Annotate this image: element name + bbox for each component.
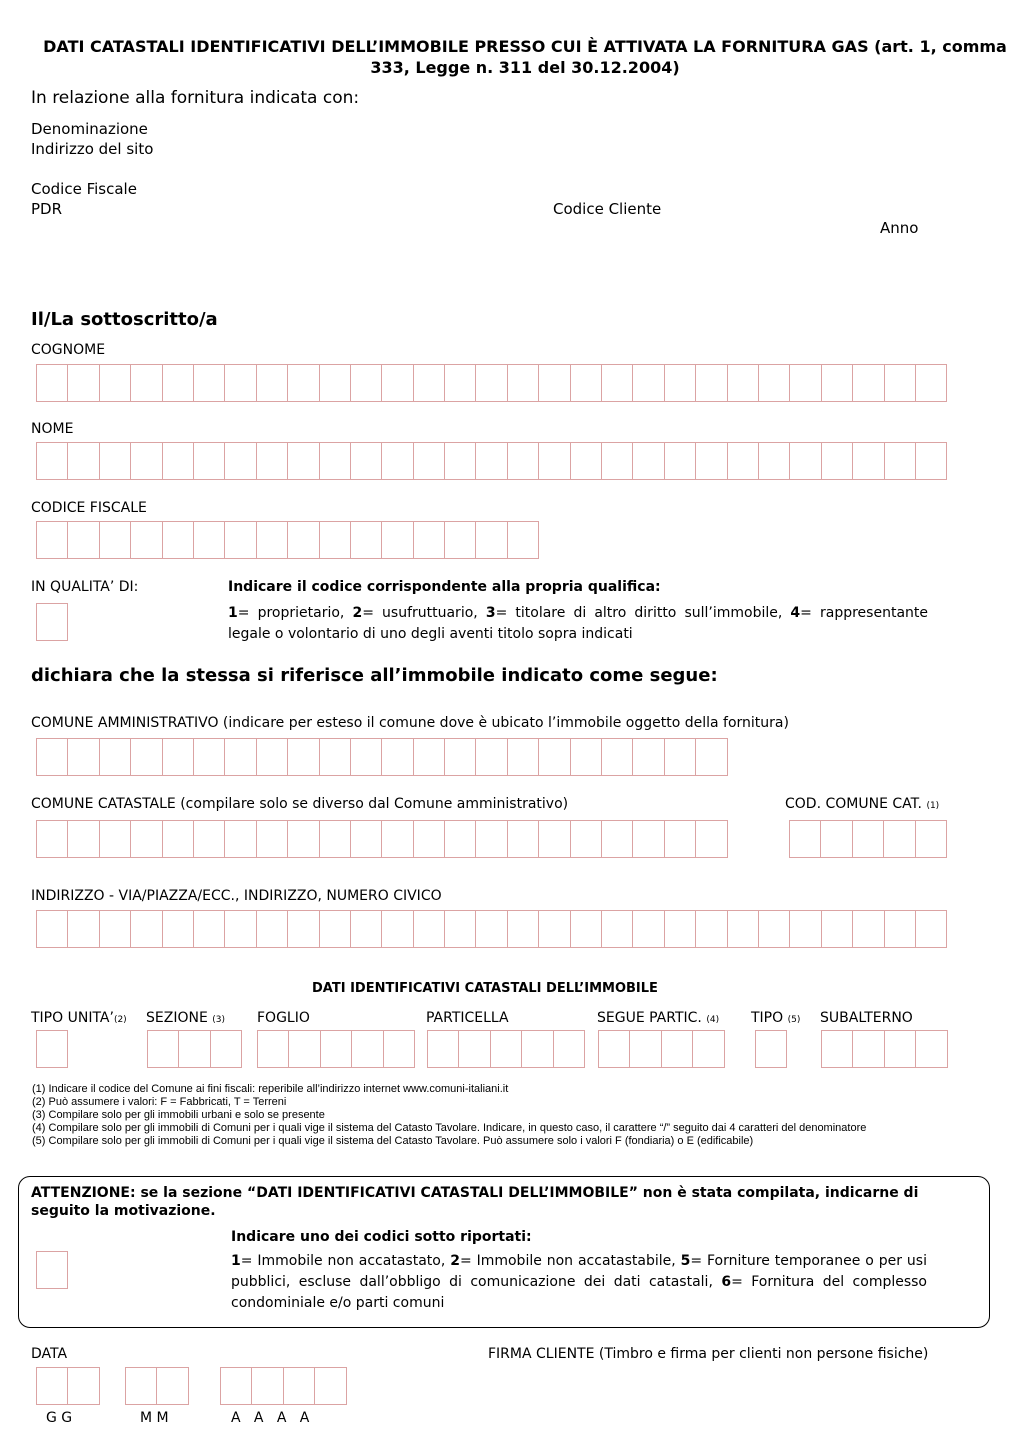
month-input[interactable]	[125, 1367, 189, 1404]
char-box[interactable]	[664, 364, 696, 402]
char-box[interactable]	[130, 820, 162, 858]
char-box[interactable]	[507, 820, 539, 858]
char-box[interactable]	[383, 1030, 415, 1068]
char-box[interactable]	[852, 910, 884, 948]
label-denominazione: Denominazione	[31, 120, 148, 138]
char-box[interactable]	[538, 738, 570, 776]
char-box[interactable]	[490, 1030, 522, 1068]
char-box[interactable]	[36, 738, 68, 776]
attention-heading: ATTENZIONE: se la sezione “DATI IDENTIFICATIVI CATASTALI DELL’IMMOBILE” non è stata compilata, indicarne di seguito la motivazione.	[31, 1185, 919, 1219]
char-box[interactable]	[413, 521, 445, 559]
code: 1	[228, 605, 238, 621]
char-box[interactable]	[67, 910, 99, 948]
char-box[interactable]	[350, 820, 382, 858]
char-box[interactable]	[283, 1367, 315, 1405]
code-text: = titolare di altro diritto sull’immobile,	[495, 605, 791, 621]
char-box[interactable]	[381, 364, 413, 402]
char-box[interactable]	[695, 364, 727, 402]
cadastral-heading: DATI IDENTIFICATIVI CATASTALI DELL’IMMOBILE	[312, 981, 658, 996]
char-box[interactable]	[538, 442, 570, 480]
char-box[interactable]	[632, 820, 664, 858]
char-box[interactable]	[883, 820, 915, 858]
char-box[interactable]	[664, 820, 696, 858]
char-box[interactable]	[256, 364, 288, 402]
char-box[interactable]	[319, 364, 351, 402]
segue-partic-input[interactable]	[598, 1030, 725, 1067]
char-box[interactable]	[224, 521, 256, 559]
footnotes	[32, 1083, 866, 1148]
char-box[interactable]	[224, 364, 256, 402]
char-box[interactable]	[915, 820, 947, 858]
char-box[interactable]	[147, 1030, 179, 1068]
char-box[interactable]	[570, 910, 602, 948]
char-box[interactable]	[256, 820, 288, 858]
codice-fiscale-input[interactable]	[36, 521, 539, 558]
code: 3	[485, 605, 496, 621]
label-data: DATA	[31, 1346, 68, 1362]
char-box[interactable]	[538, 820, 570, 858]
char-box[interactable]	[789, 910, 821, 948]
label-cognome: COGNOME	[31, 342, 106, 358]
declare-heading: dichiara che la stessa si riferisce all’immobile indicato come segue:	[31, 665, 718, 686]
char-box[interactable]	[821, 1030, 853, 1068]
month-hint: M M	[140, 1410, 169, 1426]
char-box[interactable]	[99, 442, 131, 480]
note-ref: (3)	[212, 1015, 225, 1025]
char-box[interactable]	[288, 1030, 320, 1068]
char-box[interactable]	[220, 1367, 252, 1405]
label-sezione	[146, 1010, 225, 1026]
char-box[interactable]	[789, 820, 821, 858]
char-box[interactable]	[162, 521, 194, 559]
char-box[interactable]	[67, 521, 99, 559]
char-box[interactable]	[36, 910, 68, 948]
char-box[interactable]	[256, 738, 288, 776]
label-nome: NOME	[31, 421, 74, 437]
char-box[interactable]	[789, 442, 821, 480]
char-box[interactable]	[632, 738, 664, 776]
char-box[interactable]	[538, 910, 570, 948]
char-box[interactable]	[130, 910, 162, 948]
day-hint: G G	[46, 1410, 73, 1426]
code: 2	[352, 605, 363, 621]
char-box[interactable]	[351, 1030, 383, 1068]
char-box[interactable]	[251, 1367, 283, 1405]
char-box[interactable]	[156, 1367, 188, 1405]
char-box[interactable]	[475, 910, 507, 948]
foglio-input[interactable]	[257, 1030, 415, 1067]
char-box[interactable]	[99, 364, 131, 402]
note-ref: (1)	[926, 801, 940, 811]
code: 6	[721, 1274, 732, 1290]
char-box[interactable]	[727, 364, 759, 402]
char-box[interactable]	[36, 1251, 68, 1289]
code: 1	[231, 1253, 241, 1269]
char-box[interactable]	[287, 521, 319, 559]
char-box[interactable]	[67, 820, 99, 858]
sezione-input[interactable]	[147, 1030, 242, 1067]
label-segue	[597, 1010, 719, 1026]
char-box[interactable]	[36, 1367, 68, 1405]
char-box[interactable]	[314, 1367, 346, 1405]
signer-heading: Il/La sottoscritto/a	[31, 309, 218, 330]
note-ref: (5)	[787, 1015, 801, 1025]
footnote: (4) Compilare solo per gli immobili di Comuni per i quali vige il sistema del Catasto Tavolare. Indicare, in questo caso, il carattere “/” seguito dai 4 caratteri del denominatore	[32, 1122, 867, 1134]
code-text: = usufruttuario,	[362, 605, 486, 621]
char-box[interactable]	[852, 1030, 884, 1068]
char-box[interactable]	[193, 820, 225, 858]
label-indirizzo-sito: Indirizzo del sito	[31, 140, 154, 158]
char-box[interactable]	[67, 364, 99, 402]
intro-text: In relazione alla fornitura indicata con:	[31, 88, 360, 108]
label-tipo	[751, 1010, 800, 1026]
footnote: (3) Compilare solo per gli immobili urbani e solo se presente	[32, 1109, 325, 1121]
char-box[interactable]	[570, 364, 602, 402]
char-box[interactable]	[287, 364, 319, 402]
char-box[interactable]	[507, 910, 539, 948]
note-ref: (2)	[113, 1015, 127, 1025]
char-box[interactable]	[350, 910, 382, 948]
char-box[interactable]	[821, 442, 853, 480]
codes-heading: Indicare uno dei codici sotto riportati:	[231, 1229, 532, 1245]
qualita-input[interactable]	[36, 603, 68, 640]
char-box[interactable]	[695, 442, 727, 480]
char-box[interactable]	[350, 738, 382, 776]
char-box[interactable]	[444, 521, 476, 559]
char-box[interactable]	[629, 1030, 661, 1068]
code-text: = rappresentante legale o volontario di uno degli aventi titolo sopra indicati	[228, 605, 928, 642]
char-box[interactable]	[130, 521, 162, 559]
char-box[interactable]	[601, 820, 633, 858]
label-foglio: FOGLIO	[257, 1010, 310, 1026]
label-comune-amministrativo: COMUNE AMMINISTRATIVO (indicare per esteso il comune dove è ubicato l’immobile oggetto della fornitura)	[31, 715, 789, 731]
char-box[interactable]	[36, 364, 68, 402]
char-box[interactable]	[256, 521, 288, 559]
char-box[interactable]	[507, 442, 539, 480]
motivazione-codes	[231, 1251, 927, 1314]
char-box[interactable]	[852, 820, 884, 858]
code-text: = Fornitura del complesso condominiale e/o parti comuni	[231, 1274, 927, 1311]
char-box[interactable]	[507, 738, 539, 776]
char-box[interactable]	[758, 442, 790, 480]
label-subalterno: SUBALTERNO	[820, 1010, 913, 1026]
qualifica-options	[228, 603, 928, 645]
day-input[interactable]	[36, 1367, 100, 1404]
char-box[interactable]	[99, 738, 131, 776]
label-particella: PARTICELLA	[426, 1010, 509, 1026]
comune-catastale-input[interactable]	[36, 820, 728, 857]
char-box[interactable]	[350, 442, 382, 480]
char-box[interactable]	[36, 442, 68, 480]
char-box[interactable]	[178, 1030, 210, 1068]
code-text: = Forniture temporanee o per usi pubblici, escluse dall’obbligo di comunicazione dei dati catastali,	[231, 1253, 927, 1290]
char-box[interactable]	[570, 442, 602, 480]
char-box[interactable]	[664, 738, 696, 776]
char-box[interactable]	[475, 364, 507, 402]
char-box[interactable]	[444, 738, 476, 776]
char-box[interactable]	[758, 910, 790, 948]
label-text: TIPO UNITA’	[31, 1010, 114, 1026]
char-box[interactable]	[193, 910, 225, 948]
char-box[interactable]	[507, 364, 539, 402]
char-box[interactable]	[521, 1030, 553, 1068]
char-box[interactable]	[695, 910, 727, 948]
char-box[interactable]	[758, 364, 790, 402]
cod-comune-text: COD. COMUNE CAT.	[785, 796, 922, 812]
char-box[interactable]	[570, 820, 602, 858]
char-box[interactable]	[193, 738, 225, 776]
label-text: SEZIONE	[146, 1010, 208, 1026]
footnote: (1) Indicare il codice del Comune ai fini fiscali: reperibile all’indirizzo internet www.comuni-italiani.it	[32, 1083, 509, 1095]
label-codice-fiscale: Codice Fiscale	[31, 180, 137, 198]
char-box[interactable]	[413, 442, 445, 480]
code: 2	[450, 1253, 460, 1269]
char-box[interactable]	[632, 910, 664, 948]
char-box[interactable]	[884, 364, 916, 402]
label-text: SEGUE PARTIC.	[597, 1010, 702, 1026]
char-box[interactable]	[287, 442, 319, 480]
char-box[interactable]	[319, 442, 351, 480]
char-box[interactable]	[915, 442, 947, 480]
char-box[interactable]	[884, 910, 916, 948]
char-box[interactable]	[507, 521, 539, 559]
form-title: DATI CATASTALI IDENTIFICATIVI DELL’IMMOBILE PRESSO CUI È ATTIVATA LA FORNITURA GAS (art. 1, comma 333, Legge n. 311 del 30.12.2004)	[43, 37, 1007, 77]
code-text: = Immobile non accatastabile,	[459, 1253, 681, 1269]
char-box[interactable]	[257, 1030, 289, 1068]
label-codice-fiscale-signer: CODICE FISCALE	[31, 500, 147, 516]
char-box[interactable]	[67, 442, 99, 480]
char-box[interactable]	[413, 820, 445, 858]
char-box[interactable]	[162, 738, 194, 776]
char-box[interactable]	[256, 910, 288, 948]
code-text: = Immobile non accatastato,	[240, 1253, 451, 1269]
char-box[interactable]	[381, 442, 413, 480]
tipo-unita-input[interactable]	[36, 1030, 68, 1067]
char-box[interactable]	[193, 442, 225, 480]
char-box[interactable]	[381, 521, 413, 559]
char-box[interactable]	[427, 1030, 459, 1068]
char-box[interactable]	[224, 820, 256, 858]
char-box[interactable]	[915, 364, 947, 402]
char-box[interactable]	[821, 364, 853, 402]
char-box[interactable]	[319, 820, 351, 858]
char-box[interactable]	[444, 910, 476, 948]
note-ref: (4)	[706, 1015, 720, 1025]
char-box[interactable]	[381, 738, 413, 776]
tipo-input[interactable]	[755, 1030, 787, 1067]
char-box[interactable]	[125, 1367, 157, 1405]
char-box[interactable]	[99, 820, 131, 858]
label-comune-catastale: COMUNE CATASTALE (compilare solo se diverso dal Comune amministrativo)	[31, 796, 569, 812]
char-box[interactable]	[320, 1030, 352, 1068]
subalterno-input[interactable]	[821, 1030, 948, 1067]
footnote: (2) Può assumere i valori: F = Fabbricati, T = Terreni	[32, 1096, 287, 1108]
char-box[interactable]	[475, 521, 507, 559]
char-box[interactable]	[36, 1030, 68, 1068]
char-box[interactable]	[475, 820, 507, 858]
char-box[interactable]	[319, 910, 351, 948]
char-box[interactable]	[36, 820, 68, 858]
nome-input[interactable]	[36, 442, 947, 479]
char-box[interactable]	[661, 1030, 693, 1068]
char-box[interactable]	[224, 910, 256, 948]
code: 4	[790, 605, 801, 621]
char-box[interactable]	[162, 820, 194, 858]
label-firma: FIRMA CLIENTE (Timbro e firma per clienti non persone fisiche)	[488, 1346, 929, 1362]
char-box[interactable]	[475, 442, 507, 480]
particella-input[interactable]	[427, 1030, 585, 1067]
char-box[interactable]	[601, 442, 633, 480]
char-box[interactable]	[210, 1030, 242, 1068]
year-hint: A A A A	[231, 1410, 310, 1426]
label-cod-comune	[785, 796, 939, 812]
year-input[interactable]	[220, 1367, 347, 1404]
char-box[interactable]	[413, 364, 445, 402]
char-box[interactable]	[36, 603, 68, 641]
char-box[interactable]	[852, 364, 884, 402]
motivazione-input[interactable]	[36, 1251, 68, 1288]
char-box[interactable]	[162, 442, 194, 480]
label-tipo-unita	[31, 1010, 127, 1026]
char-box[interactable]	[224, 738, 256, 776]
char-box[interactable]	[256, 442, 288, 480]
label-codice-cliente: Codice Cliente	[553, 200, 662, 218]
label-anno: Anno	[880, 219, 919, 237]
char-box[interactable]	[570, 738, 602, 776]
char-box[interactable]	[820, 820, 852, 858]
char-box[interactable]	[193, 364, 225, 402]
char-box[interactable]	[632, 364, 664, 402]
char-box[interactable]	[130, 364, 162, 402]
char-box[interactable]	[601, 738, 633, 776]
char-box[interactable]	[601, 910, 633, 948]
char-box[interactable]	[821, 910, 853, 948]
char-box[interactable]	[224, 442, 256, 480]
label-qualita: IN QUALITA’ DI:	[31, 579, 139, 595]
char-box[interactable]	[413, 910, 445, 948]
char-box[interactable]	[695, 738, 727, 776]
char-box[interactable]	[664, 442, 696, 480]
comune-amministrativo-input[interactable]	[36, 738, 728, 775]
char-box[interactable]	[755, 1030, 787, 1068]
char-box[interactable]	[193, 521, 225, 559]
char-box[interactable]	[915, 1030, 947, 1068]
char-box[interactable]	[444, 364, 476, 402]
char-box[interactable]	[67, 1367, 99, 1405]
char-box[interactable]	[413, 738, 445, 776]
char-box[interactable]	[381, 820, 413, 858]
cod-comune-input[interactable]	[789, 820, 947, 857]
char-box[interactable]	[695, 820, 727, 858]
char-box[interactable]	[538, 364, 570, 402]
char-box[interactable]	[287, 738, 319, 776]
char-box[interactable]	[36, 521, 68, 559]
char-box[interactable]	[350, 364, 382, 402]
indirizzo-input[interactable]	[36, 910, 947, 947]
cognome-input[interactable]	[36, 364, 947, 401]
code: 5	[680, 1253, 691, 1269]
char-box[interactable]	[601, 364, 633, 402]
char-box[interactable]	[319, 738, 351, 776]
char-box[interactable]	[598, 1030, 630, 1068]
char-box[interactable]	[99, 521, 131, 559]
char-box[interactable]	[287, 820, 319, 858]
char-box[interactable]	[444, 820, 476, 858]
char-box[interactable]	[789, 364, 821, 402]
char-box[interactable]	[727, 910, 759, 948]
char-box[interactable]	[727, 442, 759, 480]
char-box[interactable]	[553, 1030, 585, 1068]
char-box[interactable]	[350, 521, 382, 559]
char-box[interactable]	[99, 910, 131, 948]
char-box[interactable]	[664, 910, 696, 948]
char-box[interactable]	[162, 910, 194, 948]
label-indirizzo: INDIRIZZO - VIA/PIAZZA/ECC., INDIRIZZO, NUMERO CIVICO	[31, 888, 442, 904]
footnote: (5) Compilare solo per gli immobili di Comuni per i quali vige il sistema del Catasto Tavolare. Può assumere solo i valori F (fondiaria) o E (edificabile)	[32, 1135, 754, 1147]
char-box[interactable]	[852, 442, 884, 480]
char-box[interactable]	[475, 738, 507, 776]
qualifica-heading: Indicare il codice corrispondente alla propria qualifica:	[228, 579, 661, 595]
label-text: TIPO	[751, 1010, 784, 1026]
code-text: = proprietario,	[237, 605, 353, 621]
char-box[interactable]	[287, 910, 319, 948]
char-box[interactable]	[130, 738, 162, 776]
char-box[interactable]	[381, 910, 413, 948]
char-box[interactable]	[458, 1030, 490, 1068]
char-box[interactable]	[915, 910, 947, 948]
char-box[interactable]	[444, 442, 476, 480]
char-box[interactable]	[67, 738, 99, 776]
label-pdr: PDR	[31, 200, 63, 218]
char-box[interactable]	[692, 1030, 724, 1068]
char-box[interactable]	[884, 442, 916, 480]
char-box[interactable]	[130, 442, 162, 480]
char-box[interactable]	[162, 364, 194, 402]
char-box[interactable]	[632, 442, 664, 480]
char-box[interactable]	[884, 1030, 916, 1068]
char-box[interactable]	[319, 521, 351, 559]
